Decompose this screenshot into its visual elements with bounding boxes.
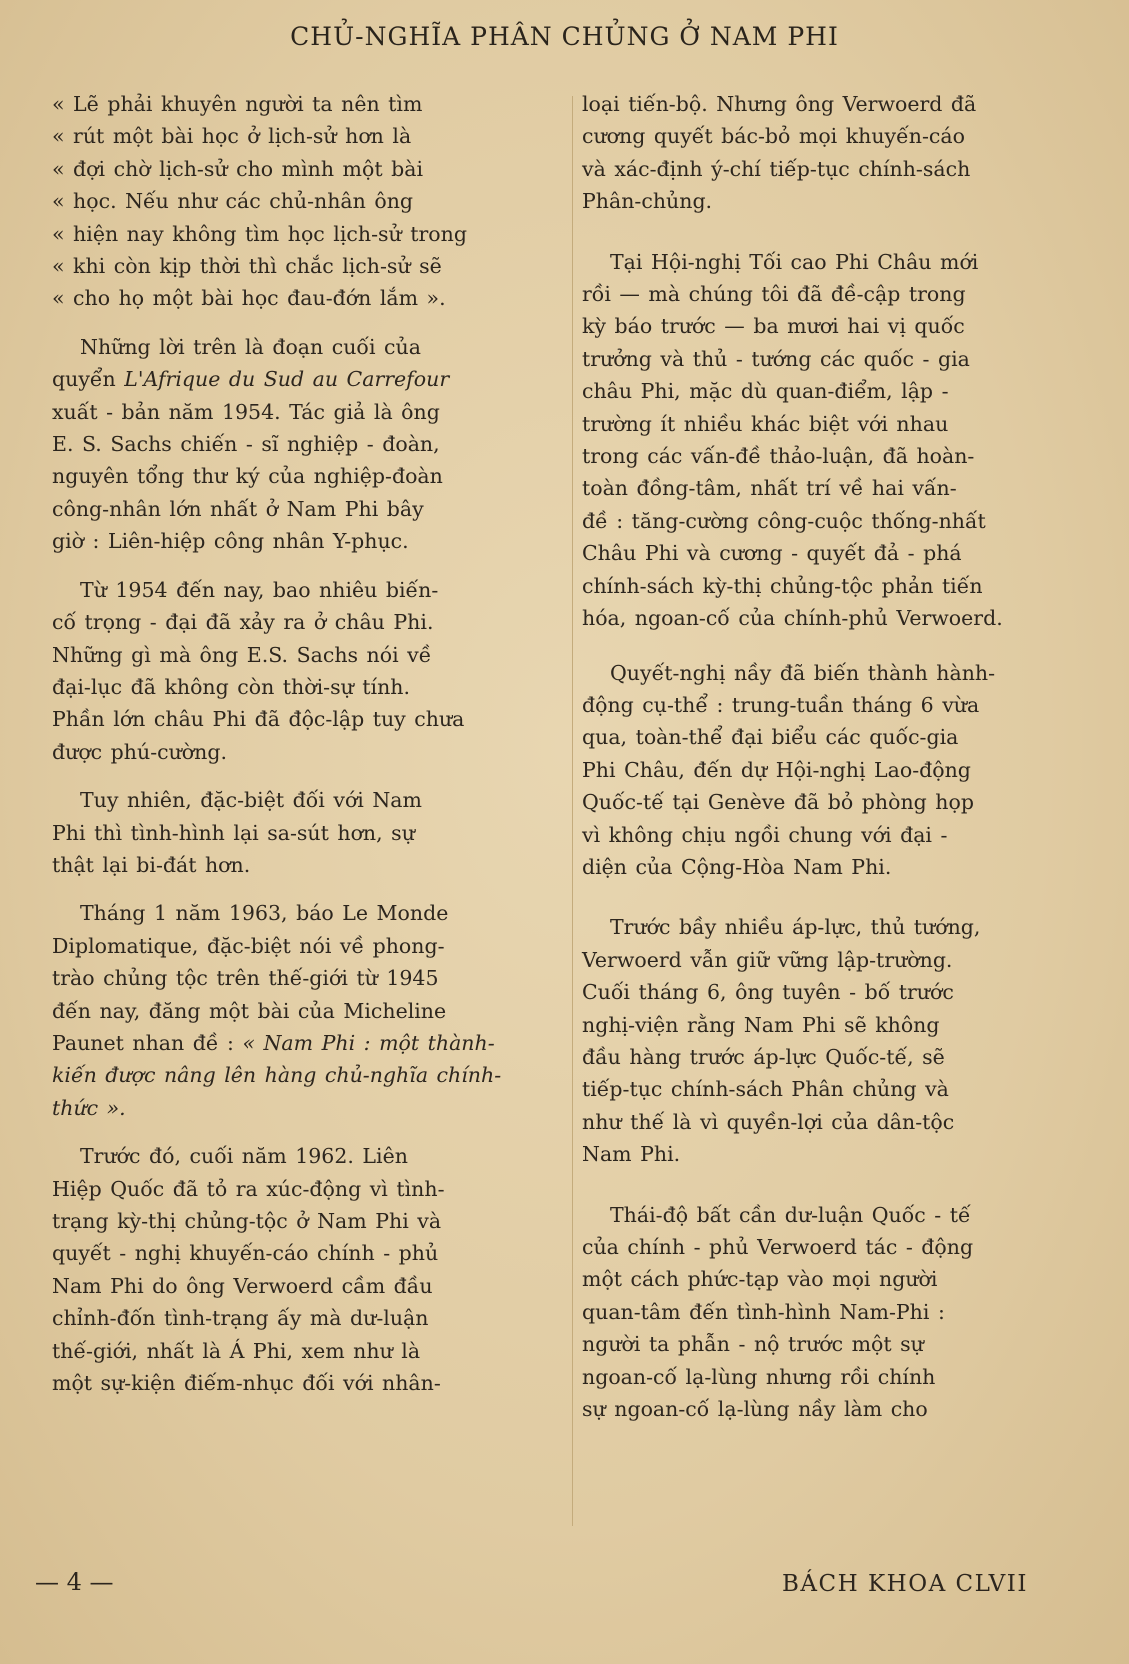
text-line: trường ít nhiều khác biệt với nhau [582, 411, 949, 436]
article-title: thức ». [52, 1095, 126, 1120]
text-line: « hiện nay không tìm học lịch-sử trong [52, 221, 467, 246]
text-line: Hiệp Quốc đã tỏ ra xúc-động vì tình- [52, 1176, 445, 1201]
text-line: qua, toàn-thể đại biểu các quốc-gia [582, 725, 959, 750]
text-line: vì không chịu ngồi chung với đại - [582, 822, 948, 847]
text-line: ngoan-cố lạ-lùng nhưng rồi chính [582, 1364, 936, 1389]
publication-footer: BÁCH KHOA CLVII [782, 1571, 1028, 1597]
text-line: nghị-viện rằng Nam Phi sẽ không [582, 1012, 940, 1037]
text-line: Nam Phi. [582, 1142, 681, 1167]
text-line: như thế là vì quyền-lợi của dân-tộc [582, 1109, 955, 1134]
text-line: giờ : Liên-hiệp công nhân Y-phục. [52, 529, 409, 554]
text-line: chỉnh-đốn tình-trạng ấy mà dư-luận [52, 1306, 429, 1331]
text-line: người ta phẫn - nộ trước một sự [582, 1332, 924, 1357]
text-line: Diplomatique, đặc-biệt nói về phong- [52, 933, 445, 958]
text-line: Từ 1954 đến nay, bao nhiêu biến- [80, 577, 439, 602]
paragraph [52, 784, 562, 881]
text-line: Thái-độ bất cần dư-luận Quốc - tế [610, 1202, 971, 1227]
text-line [52, 1092, 562, 1124]
text-line: Quốc-tế tại Genève đã bỏ phòng họp [582, 790, 974, 815]
text-line: Nam Phi do ông Verwoerd cầm đầu [52, 1273, 433, 1298]
text-fragment: quyển [52, 367, 116, 392]
paragraph [52, 1140, 562, 1399]
text-line: quyết - nghị khuyến-cáo chính - phủ [52, 1241, 439, 1266]
text-line: « khi còn kịp thời thì chắc lịch-sử sẽ [52, 254, 442, 279]
text-line: Tại Hội-nghị Tối cao Phi Châu mới [610, 249, 979, 274]
text-line: « rút một bài học ở lịch-sử hơn là [52, 124, 412, 149]
text-line: « đợi chờ lịch-sử cho mình một bài [52, 156, 423, 181]
text-line: Quyết-nghị nầy đã biến thành hành- [610, 660, 996, 685]
text-line: Phân-chủng. [582, 189, 713, 214]
book-title: L'Afrique du Sud au Carrefour [124, 367, 450, 392]
text-line: nguyên tổng thư ký của nghiệp-đoàn [52, 464, 443, 489]
text-line: loại tiến-bộ. Nhưng ông Verwoerd đã [582, 92, 977, 116]
text-line: Châu Phi và cương - quyết đả - phá [582, 541, 962, 566]
text-line: toàn đồng-tâm, nhất trí về hai vấn- [582, 476, 957, 501]
paragraph [582, 88, 1082, 218]
text-line [52, 1059, 562, 1091]
text-line: trào chủng tộc trên thế-giới từ 1945 [52, 966, 439, 991]
text-line [52, 1027, 562, 1059]
paragraph [52, 897, 562, 1124]
text-line: « cho họ một bài học đau-đớn lắm ». [52, 286, 446, 311]
left-column [52, 88, 562, 1399]
paragraph [582, 1199, 1082, 1426]
text-line: được phú-cường. [52, 739, 227, 764]
text-line: động cụ-thể : trung-tuần tháng 6 vừa [582, 692, 980, 717]
text-line: Trước đó, cuối năm 1962. Liên [80, 1144, 408, 1169]
text-line: châu Phi, mặc dù quan-điểm, lập - [582, 379, 949, 404]
text-line: công-nhân lớn nhất ở Nam Phi bây [52, 496, 424, 521]
article-title: kiến được nâng lên hàng chủ-nghĩa chính- [52, 1063, 502, 1088]
paragraph [582, 911, 1082, 1170]
text-line: Phi thì tình-hình lại sa-sút hơn, sự [52, 820, 415, 845]
text-line: của chính - phủ Verwoerd tác - động [582, 1235, 974, 1259]
text-line [52, 363, 562, 395]
text-line: E. S. Sachs chiến - sĩ nghiệp - đoàn, [52, 432, 440, 457]
text-line: Những gì mà ông E.S. Sachs nói về [52, 642, 432, 667]
text-line: Trước bầy nhiều áp-lực, thủ tướng, [610, 915, 981, 940]
text-line: Verwoerd vẫn giữ vững lập-trường. [582, 947, 953, 972]
text-line: hóa, ngoan-cố của chính-phủ Verwoerd. [582, 606, 1003, 631]
column-divider [572, 96, 573, 1526]
text-line: cương quyết bác-bỏ mọi khuyến-cáo [582, 124, 965, 149]
running-head: CHỦ-NGHĨA PHÂN CHỦNG Ở NAM PHI [290, 22, 839, 51]
text-line: xuất - bản năm 1954. Tác giả là ông [52, 399, 440, 424]
paragraph [582, 246, 1082, 635]
text-line: kỳ báo trước — ba mươi hai vị quốc [582, 314, 965, 339]
text-line: Tuy nhiên, đặc-biệt đối với Nam [80, 788, 422, 813]
text-line: một cách phức-tạp vào mọi người [582, 1267, 938, 1292]
text-line: thế-giới, nhất là Á Phi, xem như là [52, 1338, 421, 1363]
text-line: cố trọng - đại đã xảy ra ở châu Phi. [52, 610, 434, 635]
text-line: Phần lớn châu Phi đã độc-lập tuy chưa [52, 707, 465, 732]
text-line: trong các vấn-đề thảo-luận, đã hoàn- [582, 444, 975, 469]
text-line: Tháng 1 năm 1963, báo Le Monde [80, 901, 449, 926]
text-line: sự ngoan-cố lạ-lùng nầy làm cho [582, 1397, 928, 1422]
text-line: đến nay, đăng một bài của Micheline [52, 998, 447, 1023]
text-line: trạng kỳ-thị chủng-tộc ở Nam Phi và [52, 1209, 442, 1233]
right-column [582, 88, 1082, 1425]
text-line: « Lẽ phải khuyên người ta nên tìm [52, 92, 423, 116]
text-line: quan-tâm đến tình-hình Nam-Phi : [582, 1299, 945, 1324]
text-line: tiếp-tục chính-sách Phân chủng và [582, 1077, 949, 1102]
text-line: đại-lục đã không còn thời-sự tính. [52, 674, 411, 699]
quote-paragraph [52, 88, 562, 315]
paragraph [52, 574, 562, 768]
text-line: một sự-kiện điếm-nhục đối với nhân- [52, 1371, 441, 1396]
text-fragment: Paunet nhan đề : [52, 1030, 234, 1055]
text-line: Phi Châu, đến dự Hội-nghị Lao-động [582, 757, 971, 782]
article-title: « Nam Phi : một thành- [242, 1030, 495, 1055]
text-line: « học. Nếu như các chủ-nhân ông [52, 189, 414, 214]
paragraph [582, 657, 1082, 884]
text-line: thật lại bi-đát hơn. [52, 852, 251, 877]
text-line: và xác-định ý-chí tiếp-tục chính-sách [582, 156, 971, 181]
text-line: Những lời trên là đoạn cuối của [80, 334, 421, 359]
page-number: — 4 — [35, 1568, 114, 1596]
text-line: rồi — mà chúng tôi đã đề-cập trong [582, 282, 966, 307]
text-line: đề : tăng-cường công-cuộc thống-nhất [582, 508, 986, 533]
text-line: trưởng và thủ - tướng các quốc - gia [582, 346, 970, 371]
paragraph [52, 331, 562, 558]
text-line: Cuối tháng 6, ông tuyên - bố trước [582, 980, 954, 1005]
text-line: chính-sách kỳ-thị chủng-tộc phản tiến [582, 573, 983, 598]
text-line: đầu hàng trước áp-lực Quốc-tế, sẽ [582, 1044, 945, 1069]
text-line: diện của Cộng-Hòa Nam Phi. [582, 854, 892, 879]
